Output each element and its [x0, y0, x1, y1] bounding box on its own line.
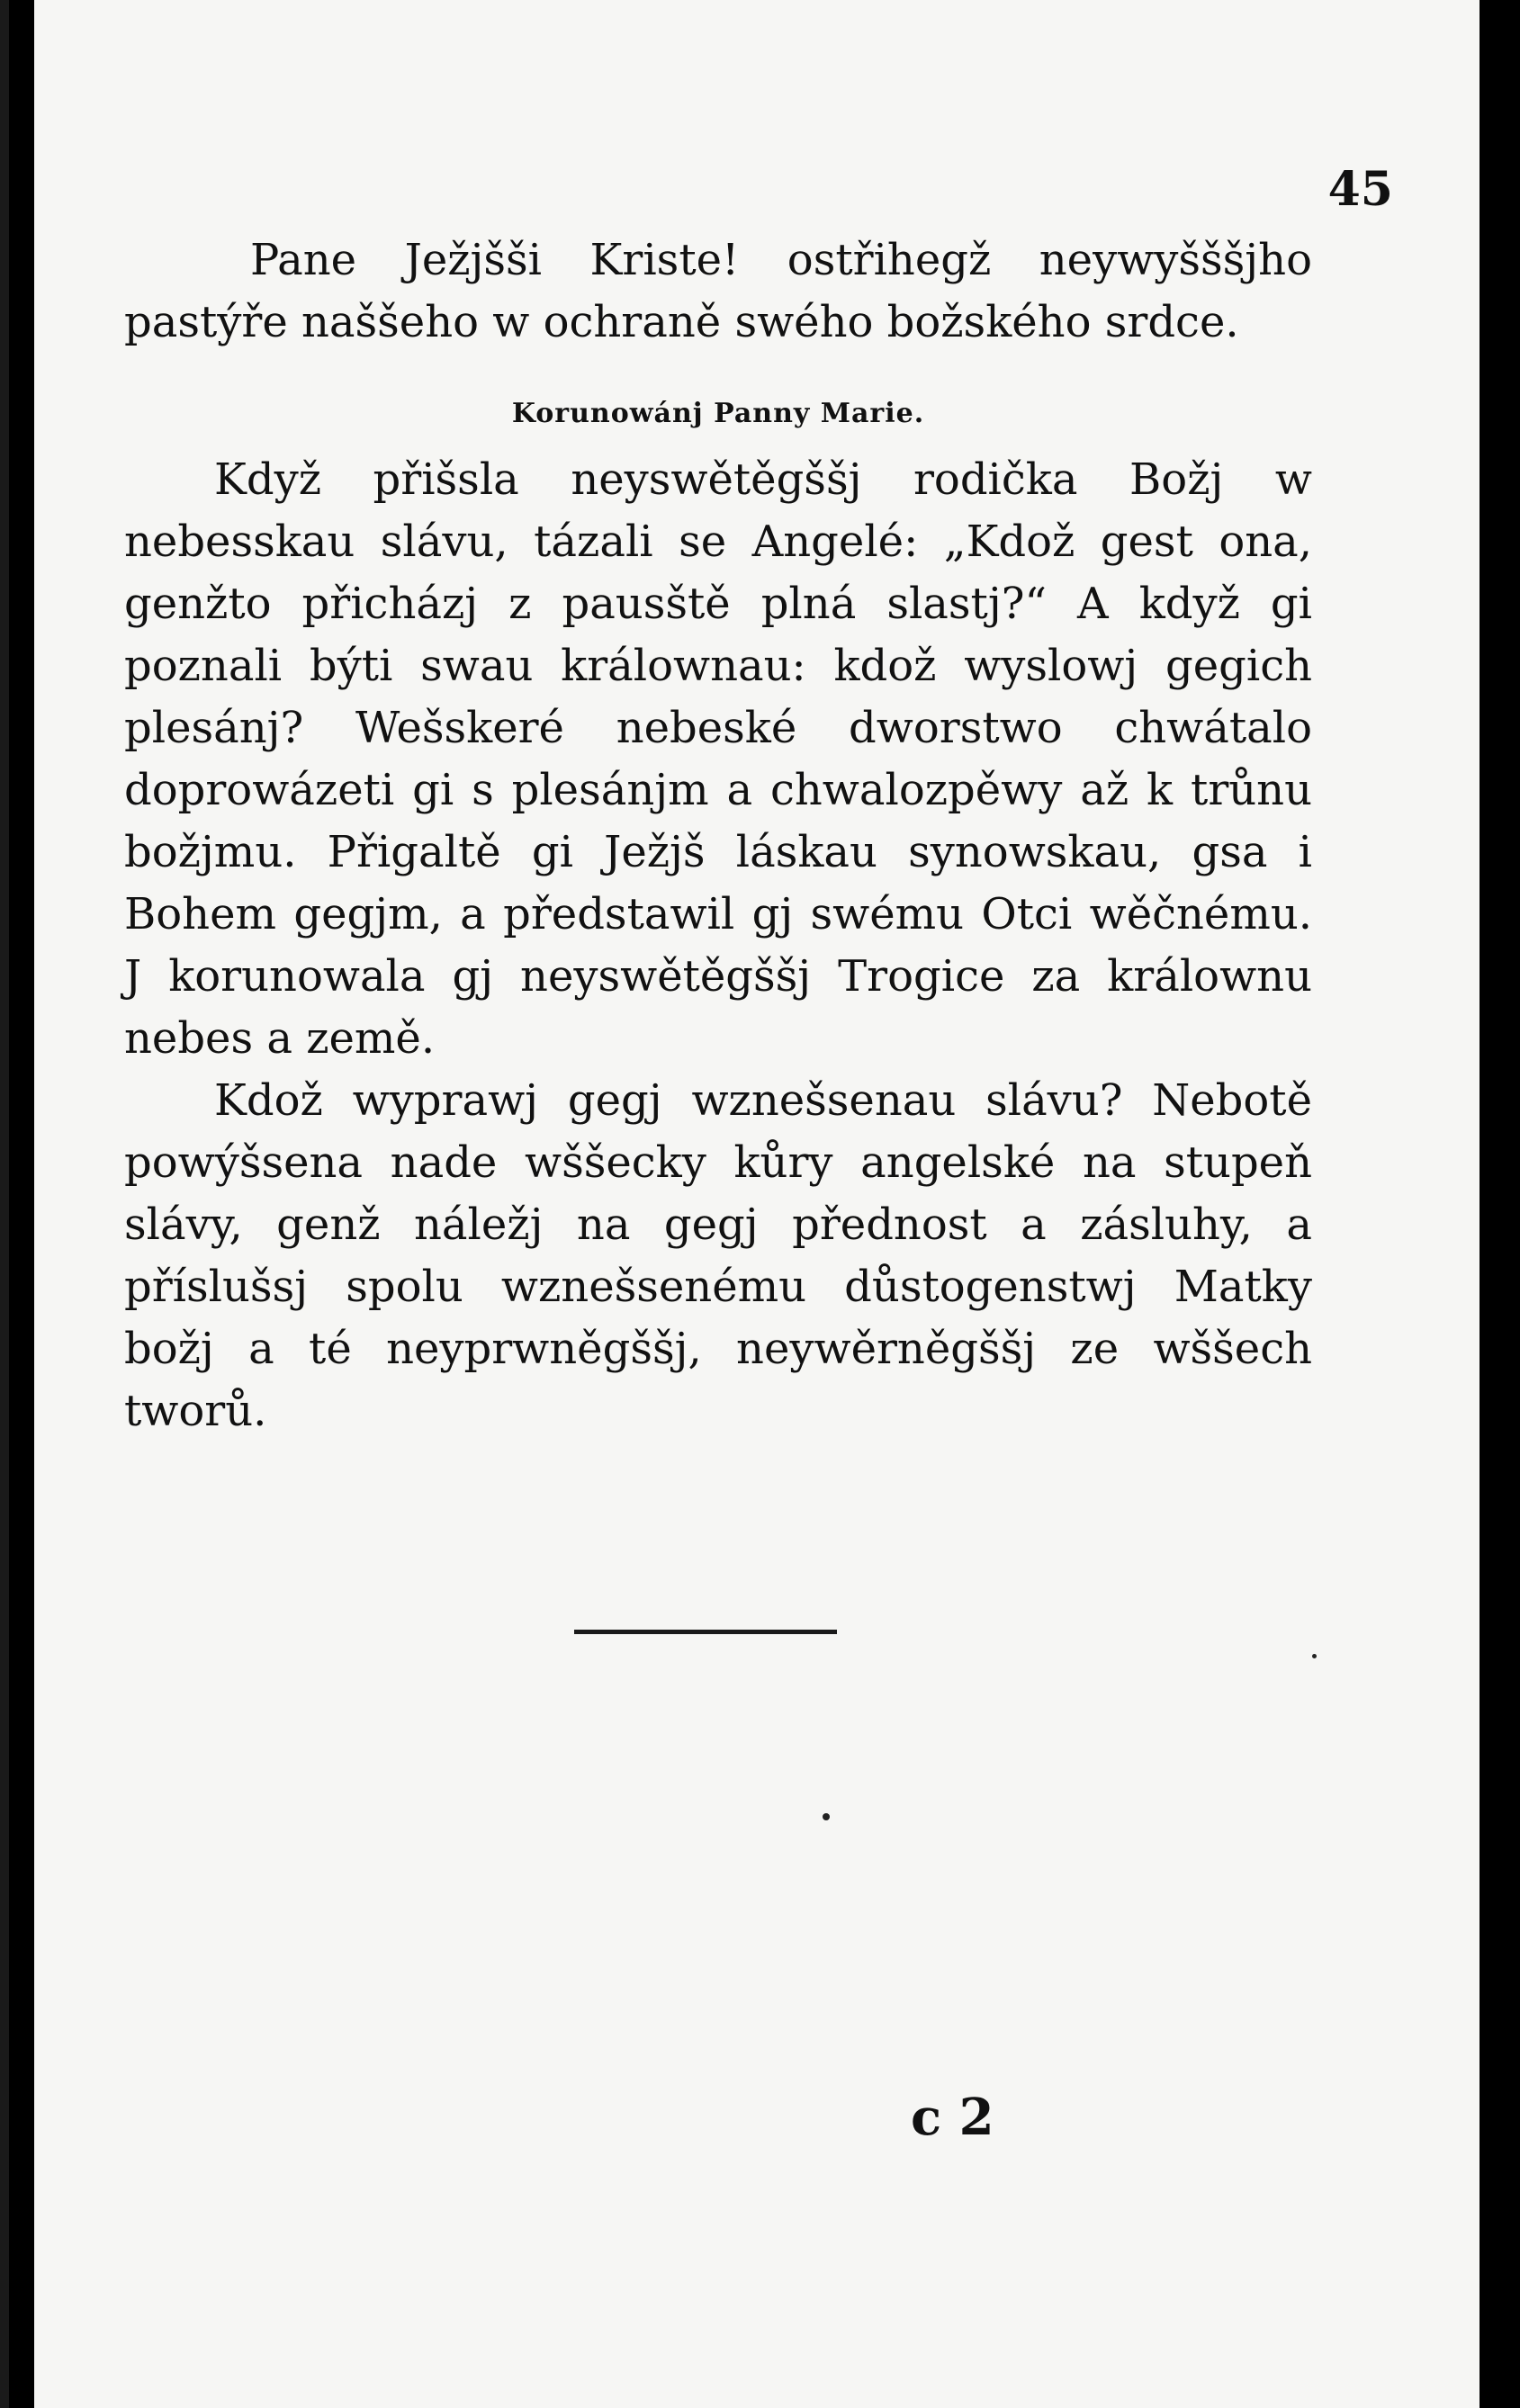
end-rule	[574, 1630, 837, 1634]
page-text	[124, 229, 1312, 1442]
ink-speck	[823, 1813, 830, 1820]
page-number: 45	[1327, 162, 1393, 217]
body-paragraph-1: Když přišsla neyswětěgššj rodička Božj w nebesskau slávu, tázali se Angelé: „Kdož gest ona, genžto přicházj z pausště plná slastj?“ A když gi poznali býti swau králownau: kdož wyslowj gegich plesánj? Wešskeré nebeské dworstwo chwátalo doprowázeti gi s plesánjm a chwalozpěwy až k trůnu božjmu. Přigaltě gi Ježjš láskau synowskau, gsa i Bohem gegjm, a předstawil gj swému Otci wěčnému. J korunowala gj neyswětěgššj Trogice za králownu nebes a země.	[124, 454, 1312, 1064]
body-paragraph-2: Kdož wyprawj gegj wznešsenau slávu? Nebotě powýšsena nade wššecky kůry angelské na stupeň slávy, genž náležj na gegj přednost a zásluhy, a příslušsj spolu wznešsenému důstogenstwj Matky božj a té neyprwněgššj, neywěrněgššj ze wššech tworů.	[124, 1075, 1312, 1436]
book-page	[34, 0, 1480, 2408]
ink-speck	[1312, 1654, 1317, 1658]
signature-mark: c 2	[911, 2088, 994, 2147]
book-spine-edge	[0, 0, 9, 2408]
section-title: Korunowánj Panny Marie.	[511, 398, 925, 429]
opening-paragraph: Pane Ježjšši Kriste! ostřihegž neywyšššjho pastýře naššeho w ochraně swého božského srdce.	[124, 235, 1312, 347]
